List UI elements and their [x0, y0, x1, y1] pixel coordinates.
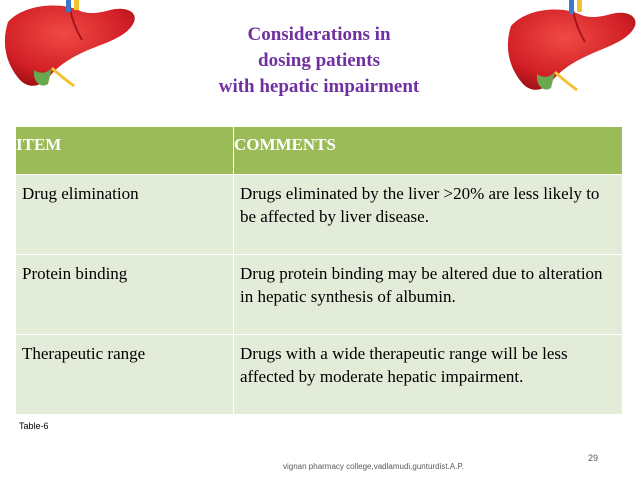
- item-cell: Drug elimination: [16, 175, 234, 255]
- table-row: [16, 335, 623, 415]
- title-line-2: dosing patients: [258, 50, 380, 71]
- table-header-row: [16, 127, 623, 175]
- comment-cell: Drug protein binding may be altered due to alteration in hepatic synthesis of albumin.: [234, 255, 623, 335]
- title-line-3: with hepatic impairment: [218, 76, 420, 97]
- page-number: 29: [588, 453, 599, 463]
- comment-cell: Drugs eliminated by the liver >20% are less likely to be affected by liver disease.: [234, 175, 623, 255]
- table-row: [16, 175, 623, 255]
- page-title: [180, 22, 458, 100]
- header-comments: COMMENTS: [234, 127, 623, 175]
- footer-text: vignan pharmacy college,vadlamudi,gunturdist.A.P.: [283, 462, 464, 471]
- title-line-1: Considerations in: [247, 24, 391, 45]
- liver-icon: [503, 0, 638, 100]
- considerations-table: [15, 126, 623, 415]
- table-caption: Table-6: [19, 421, 49, 431]
- table-row: [16, 255, 623, 335]
- item-cell: Therapeutic range: [16, 335, 234, 415]
- header-item: ITEM: [16, 127, 234, 175]
- liver-icon: [0, 0, 140, 95]
- comment-cell: Drugs with a wide therapeutic range will be less affected by moderate hepatic impairment.: [234, 335, 623, 415]
- item-cell: Protein binding: [16, 255, 234, 335]
